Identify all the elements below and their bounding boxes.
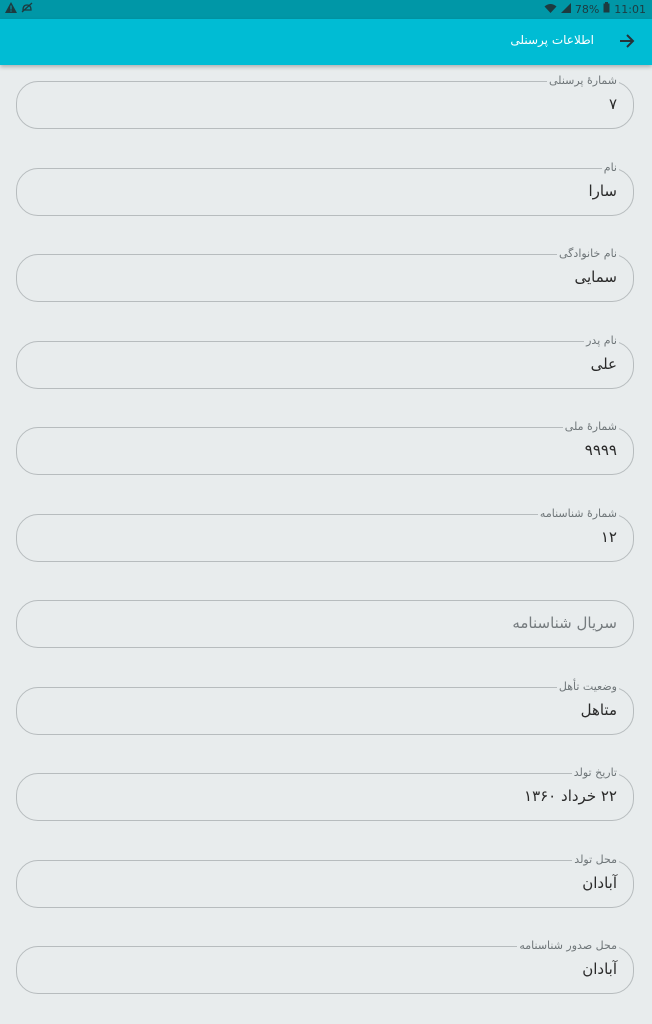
status-bar xyxy=(0,0,652,19)
field-value: آبادان xyxy=(582,874,617,892)
signal-icon xyxy=(561,3,571,16)
arrow-right-icon xyxy=(619,33,635,52)
battery-icon xyxy=(603,2,610,16)
field-value: آبادان xyxy=(582,960,617,978)
warning-icon xyxy=(5,2,17,16)
personnel-number-field[interactable] xyxy=(16,74,634,129)
national-id-field[interactable] xyxy=(16,420,634,475)
birth-certificate-number-field[interactable] xyxy=(16,507,634,562)
clock: 11:01 xyxy=(614,2,646,16)
certificate-issue-place-field[interactable] xyxy=(16,939,634,994)
field-label: شمارهٔ پرسنلی xyxy=(549,74,617,87)
field-value: ۲۲ خرداد ۱۳۶۰ xyxy=(524,787,617,805)
field-label: وضعیت تأهل xyxy=(558,680,617,693)
field-value: ۱۲ xyxy=(600,528,617,546)
field-label: شمارهٔ ملی xyxy=(564,420,617,433)
field-label: شمارهٔ شناسنامه xyxy=(539,507,617,520)
status-left xyxy=(5,2,33,16)
marital-status-field[interactable] xyxy=(16,680,634,735)
notification-off-icon xyxy=(21,2,33,16)
field-label: تاریخ تولد xyxy=(573,766,617,779)
field-label: نام خانوادگی xyxy=(559,247,617,260)
first-name-field[interactable] xyxy=(16,161,634,216)
field-value: متاهل xyxy=(580,701,617,719)
field-label: محل صدور شناسنامه xyxy=(519,939,617,952)
birth-date-field[interactable] xyxy=(16,766,634,821)
field-label: نام xyxy=(603,161,617,174)
father-name-field[interactable] xyxy=(16,334,634,389)
birth-place-field[interactable] xyxy=(16,853,634,908)
battery-percentage: 78% xyxy=(574,2,600,16)
wifi-icon xyxy=(544,3,557,16)
birth-certificate-serial-field[interactable] xyxy=(16,600,634,648)
field-value: سمایی xyxy=(574,268,617,286)
page-title: اطلاعات پرسنلی xyxy=(510,33,594,47)
field-placeholder: سریال شناسنامه xyxy=(512,614,617,632)
field-value: علی xyxy=(590,355,617,373)
last-name-field[interactable] xyxy=(16,247,634,302)
app-bar xyxy=(0,19,652,65)
status-right xyxy=(544,2,646,16)
field-label: نام پدر xyxy=(586,334,617,347)
field-label: محل تولد xyxy=(574,853,617,866)
field-value: سارا xyxy=(588,182,617,200)
back-button[interactable] xyxy=(616,31,638,53)
field-value: ۹۹۹۹ xyxy=(584,441,617,459)
field-value: ۷ xyxy=(608,95,617,113)
